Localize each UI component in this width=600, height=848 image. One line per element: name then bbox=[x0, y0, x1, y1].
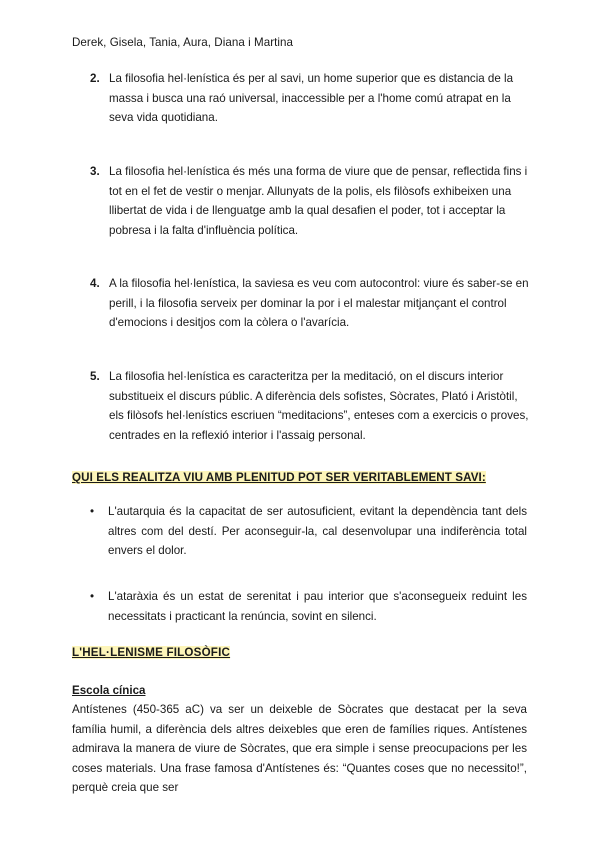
bullet-text: L'autarquia és la capacitat de ser autosuficient, evitant la dependència tant dels altres com del destí. Per aconseguir-la, cal desenvolupar una indiferència total envers el dolor. bbox=[108, 505, 527, 558]
document-header-authors: Derek, Gisela, Tania, Aura, Diana i Martina bbox=[72, 36, 294, 49]
item-text: La filosofia hel·lenística és per al savi, un home superior que es distancia de la massa i busca una raó universal, inaccessible per a l'home comú atrapat en la seva vida quotidiana. bbox=[109, 72, 514, 125]
bullet-item-autarquia bbox=[90, 502, 527, 561]
section-heading-hellenism: L'HEL·LENISME FILOSÒFIC bbox=[72, 646, 231, 659]
numbered-item-3 bbox=[90, 162, 530, 240]
subheading-escola-cinica: Escola cínica bbox=[72, 684, 146, 697]
bullet-text: L'ataràxia és un estat de serenitat i pau interior que s'aconsegueix reduint les necessitats i practicant la renúncia, sovint en silenci. bbox=[108, 590, 527, 623]
numbered-item-5 bbox=[90, 367, 530, 445]
item-text: La filosofia hel·lenística és més una forma de viure que de pensar, reflectida fins i tot en el fet de vestir o menjar. Allunyats de la polis, els filòsofs exhibeixen una llibertat de vida i de llenguatge amb la qual desafien el poder, tot i acceptar la pobresa i la falta d'influència política. bbox=[109, 165, 528, 237]
item-text: A la filosofia hel·lenística, la saviesa es veu com autocontrol: viure és saber-se en perill, i la filosofia serveix per dominar la por i el malestar mitjançant el control d'emocions i desitjos com la còlera o l'avarícia. bbox=[109, 277, 529, 330]
bullet-icon: • bbox=[90, 590, 95, 603]
numbered-item-4 bbox=[90, 274, 530, 333]
item-number: 4. bbox=[90, 277, 100, 290]
numbered-item-2 bbox=[90, 69, 530, 128]
paragraph-antistenes: Antístenes (450-365 aC) va ser un deixeble de Sòcrates que destacat per la seva família humil, a diferència dels altres deixebles que eren de famílies riques. Antístenes admirava la manera de viure de Sòcrates, que era simple i sense preocupacions per les coses materials. Una frase famosa d'Antístenes és: “Quantes coses que no necessito!”, perquè creia que ser bbox=[72, 703, 527, 795]
bullet-icon: • bbox=[90, 505, 95, 518]
item-number: 2. bbox=[90, 72, 100, 85]
item-text: La filosofia hel·lenística es caracteritza per la meditació, on el discurs interior substitueix el discurs públic. A diferència dels sofistes, Sòcrates, Plató i Aristòtil, els filòsofs hel·lenístics escriuen “meditacions”, enteses com a exercicis o proves, centrades en la reflexió interior i l'assaig personal. bbox=[109, 370, 529, 442]
item-number: 5. bbox=[90, 370, 100, 383]
bullet-item-ataraxia bbox=[90, 587, 527, 626]
item-number: 3. bbox=[90, 165, 100, 178]
section-heading-wisdom: QUI ELS REALITZA VIU AMB PLENITUD POT SER VERITABLEMENT SAVI: bbox=[72, 471, 486, 484]
